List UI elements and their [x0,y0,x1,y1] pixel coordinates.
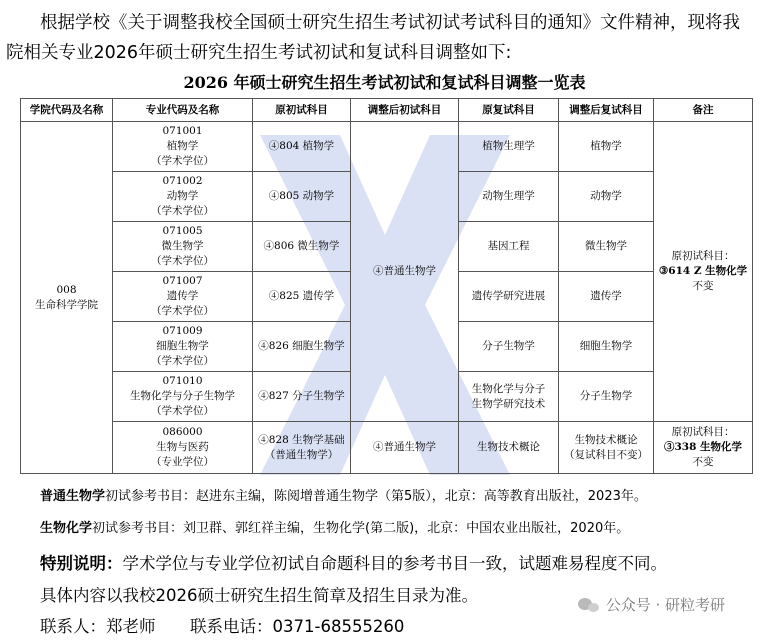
new-retest-cell: 植物学 [559,122,654,172]
intro-paragraph [6,8,764,68]
table-header-row [21,99,753,122]
major-cell: 071005 微生物学 （学术学位） [113,222,253,272]
header-new-exam: 调整后初试科目 [351,99,459,122]
orig-exam-cell: ④806 微生物学 [253,222,351,272]
header-orig-exam: 原初试科目 [253,99,351,122]
reference-2: 生物化学初试参考书目：刘卫群、郭红祥主编，生物化学(第二版)，北京：中国农业出版社，2020年。 [40,521,630,536]
major-cell: 071001 植物学 （学术学位） [113,122,253,172]
new-retest-cell: 细胞生物学 [559,322,654,372]
new-retest-cell: 微生物学 [559,222,654,272]
remark-cell: 原初试科目： ③614 Z 生物化学 不变 [654,122,753,422]
wechat-icon [578,596,600,614]
new-exam-cell: ④普通生物学 [351,122,459,422]
orig-exam-cell: ④804 植物学 [253,122,351,172]
contact-line: 联系人：郑老师 联系电话：0371-68555260 [40,617,405,636]
header-orig-retest: 原复试科目 [459,99,559,122]
remark-cell: 原初试科目： ③338 生物化学 不变 [654,422,753,474]
major-cell: 086000 生物与医药 （专业学位） [113,422,253,474]
reference-1: 普通生物学初试参考书目：赵进东主编，陈阅增普通生物学（第5版），北京：高等教育出版社，2023年。 [40,489,647,504]
note-line-2: 具体内容以我校2026硕士研究生招生简章及招生目录为准。 [40,586,478,605]
major-cell: 071009 细胞生物学 （学术学位） [113,322,253,372]
new-retest-cell: 分子生物学 [559,372,654,422]
header-remark: 备注 [654,99,753,122]
orig-retest-cell: 植物生理学 [459,122,559,172]
intro-line-2: 院相关专业2026年硕士研究生招生考试初试和复试科目调整如下: [6,43,512,63]
orig-retest-cell: 生物技术概论 [459,422,559,474]
college-cell: 008 生命科学学院 [21,122,113,474]
subject-adjustment-table [20,98,753,474]
orig-retest-cell: 动物生理学 [459,172,559,222]
orig-retest-cell: 遗传学研究进展 [459,272,559,322]
header-major: 专业代码及名称 [113,99,253,122]
orig-exam-cell: ④826 细胞生物学 [253,322,351,372]
new-retest-cell: 遗传学 [559,272,654,322]
major-cell: 071007 遗传学 （学术学位） [113,272,253,322]
new-exam-cell: ④普通生物学 [351,422,459,474]
header-college: 学院代码及名称 [21,99,113,122]
special-note: 特别说明：学术学位与专业学位初试自命题科目的参考书目一致，试题难易程度不同。 [40,554,667,573]
intro-line-1: 根据学校《关于调整我校全国硕士研究生招生考试初试考试科目的通知》文件精神，现将我 [40,13,740,33]
header-new-retest: 调整后复试科目 [559,99,654,122]
major-cell: 071010 生物化学与分子生物学 （学术学位） [113,372,253,422]
table-row [21,122,753,172]
orig-exam-cell: ④827 分子生物学 [253,372,351,422]
orig-exam-cell: ④825 遗传学 [253,272,351,322]
orig-exam-cell: ④828 生物学基础 （普通生物学） [253,422,351,474]
table-row [21,422,753,474]
table-title: 2026 年硕士研究生招生考试初试和复试科目调整一览表 [183,73,586,92]
new-retest-cell: 动物学 [559,172,654,222]
new-retest-cell: 生物技术概论 （复试科目不变） [559,422,654,474]
orig-retest-cell: 分子生物学 [459,322,559,372]
orig-retest-cell: 生物化学与分子 生物学研究技术 [459,372,559,422]
orig-retest-cell: 基因工程 [459,222,559,272]
wechat-watermark: 公众号 · 研粒考研 [578,594,725,615]
orig-exam-cell: ④805 动物学 [253,172,351,222]
major-cell: 071002 动物学 （学术学位） [113,172,253,222]
